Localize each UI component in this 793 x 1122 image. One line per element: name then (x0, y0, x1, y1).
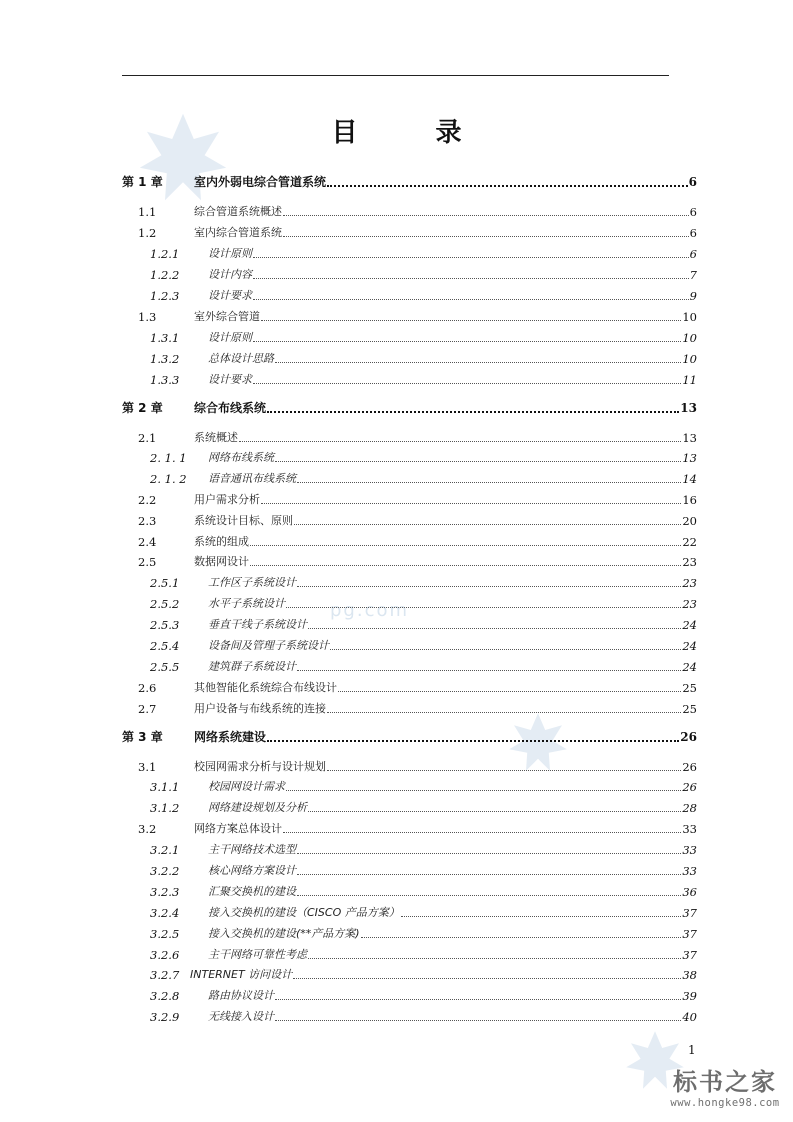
toc-entry-page: 37 (682, 927, 697, 941)
toc-entry-label: 接入交换机的建设(**产品方案) (208, 927, 360, 940)
toc-subsection-entry[interactable] (122, 348, 697, 366)
header-rule (122, 75, 669, 76)
toc-dot-leader (253, 257, 689, 258)
toc-subsection-entry[interactable] (122, 593, 697, 611)
toc-dot-leader (327, 712, 681, 713)
toc-entry-label: 汇聚交换机的建设 (208, 885, 296, 898)
toc-entry-label: 核心网络方案设计 (208, 864, 296, 877)
toc-entry-page: 24 (682, 660, 697, 674)
toc-section-entry[interactable] (122, 756, 697, 774)
toc-dot-leader (275, 362, 681, 363)
toc-entry-number: 2.7 (138, 702, 157, 716)
toc-subsection-entry[interactable] (122, 327, 697, 345)
toc-entry-page: 39 (682, 989, 697, 1003)
toc-chapter-entry[interactable] (122, 171, 697, 189)
toc-entry-number: 3.2.7 (150, 968, 180, 982)
toc-entry-label: 设计内容 (208, 268, 252, 281)
toc-entry-label: 网络方案总体设计 (194, 822, 282, 835)
toc-entry-label: 系统概述 (194, 431, 238, 444)
toc-dot-leader (261, 320, 681, 321)
toc-entry-page: 14 (682, 472, 697, 486)
toc-entry-number: 1.2.1 (150, 247, 180, 261)
toc-entry-number: 2.5.1 (150, 576, 180, 590)
toc-subsection-entry[interactable] (122, 285, 697, 303)
toc-entry-label: 系统设计目标、原则 (194, 514, 293, 527)
toc-entry-number: 1.1 (138, 205, 157, 219)
toc-dot-leader (253, 383, 681, 384)
toc-entry-page: 13 (680, 401, 697, 415)
toc-dot-leader (327, 185, 688, 187)
toc-entry-number: 3.2.2 (150, 864, 180, 878)
toc-entry-page: 22 (682, 535, 697, 549)
toc-entry-label: 其他智能化系统综合布线设计 (194, 681, 337, 694)
toc-dot-leader (297, 586, 681, 587)
toc-entry-label: 用户需求分析 (194, 493, 260, 506)
toc-dot-leader (330, 649, 681, 650)
toc-section-entry[interactable] (122, 510, 697, 528)
toc-entry-page: 33 (682, 864, 697, 878)
toc-entry-label: 语音通讯布线系统 (208, 472, 296, 485)
toc-entry-page: 10 (682, 352, 697, 366)
toc-entry-label: 数据网设计 (194, 555, 249, 568)
toc-dot-leader (297, 670, 681, 671)
toc-entry-page: 33 (682, 822, 697, 836)
toc-subsection-entry[interactable] (122, 572, 697, 590)
toc-entry-number: 3.1.1 (150, 780, 180, 794)
toc-dot-leader (327, 770, 681, 771)
toc-entry-page: 6 (689, 247, 697, 261)
toc-subsection-entry[interactable] (122, 468, 697, 486)
toc-entry-page: 13 (682, 431, 697, 445)
toc-entry-number: 3.2.4 (150, 906, 180, 920)
toc-entry-label: 设计要求 (208, 289, 252, 302)
toc-entry-label: 网络系统建设 (194, 730, 267, 744)
toc-entry-label: 无线接入设计 (208, 1010, 274, 1023)
toc-entry-label: 校园网需求分析与设计规划 (194, 760, 326, 773)
toc-dot-leader (239, 441, 681, 442)
toc-entry-number: 2.2 (138, 493, 157, 507)
toc-entry-label: 主干网络可靠性考虑 (208, 948, 307, 961)
toc-subsection-entry[interactable] (122, 797, 697, 815)
toc-entry-page: 26 (682, 780, 697, 794)
toc-dot-leader (401, 916, 682, 917)
toc-dot-leader (283, 832, 681, 833)
toc-section-entry[interactable] (122, 201, 697, 219)
toc-section-entry[interactable] (122, 489, 697, 507)
toc-subsection-entry[interactable] (122, 839, 697, 857)
toc-dot-leader (253, 278, 689, 279)
toc-entry-page: 20 (682, 514, 697, 528)
page-number: 1 (688, 1043, 696, 1057)
toc-dot-leader (286, 607, 681, 608)
toc-entry-page: 6 (688, 175, 697, 189)
toc-entry-number: 2.5 (138, 555, 157, 569)
toc-entry-number: 3.1 (138, 760, 157, 774)
toc-entry-label: 设备间及管理子系统设计 (208, 639, 329, 652)
watermark-faint-text: pg.com (330, 600, 410, 621)
toc-dot-leader (261, 503, 681, 504)
toc-entry-number: 2. 1. 2 (150, 472, 187, 486)
toc-entry-number: 2. 1. 1 (150, 451, 187, 465)
toc-dot-leader (361, 937, 682, 938)
toc-entry-page: 38 (682, 968, 697, 982)
toc-entry-number: 2.1 (138, 431, 157, 445)
toc-entry-page: 26 (682, 760, 697, 774)
toc-dot-leader (308, 958, 681, 959)
toc-entry-number: 1.3.1 (150, 331, 180, 345)
toc-dot-leader (253, 341, 681, 342)
toc-section-entry[interactable] (122, 818, 697, 836)
toc-entry-page: 40 (682, 1010, 697, 1024)
toc-dot-leader (250, 565, 681, 566)
toc-entry-label: 综合管道系统概述 (194, 205, 282, 218)
toc-subsection-entry[interactable] (122, 944, 697, 962)
toc-entry-label: 工作区子系统设计 (208, 576, 296, 589)
toc-dot-leader (308, 811, 681, 812)
toc-entry-label: INTERNET 访问设计 (190, 968, 293, 981)
toc-subsection-entry[interactable] (122, 902, 697, 920)
toc-entry-number: 3.2 (138, 822, 157, 836)
toc-entry-label: 建筑群子系统设计 (208, 660, 296, 673)
toc-section-entry[interactable] (122, 698, 697, 716)
toc-entry-label: 校园网设计需求 (208, 780, 285, 793)
toc-subsection-entry[interactable] (122, 964, 697, 982)
toc-dot-leader (297, 853, 681, 854)
toc-subsection-entry[interactable] (122, 860, 697, 878)
toc-entry-page: 33 (682, 843, 697, 857)
toc-entry-page: 16 (682, 493, 697, 507)
toc-entry-number: 2.5.5 (150, 660, 180, 674)
toc-entry-number: 3.2.6 (150, 948, 180, 962)
toc-entry-page: 36 (682, 885, 697, 899)
toc-entry-number: 2.4 (138, 535, 157, 549)
toc-entry-number: 2.6 (138, 681, 157, 695)
toc-section-entry[interactable] (122, 427, 697, 445)
toc-entry-page: 25 (682, 702, 697, 716)
toc-entry-page: 37 (682, 906, 697, 920)
toc-entry-label: 室内外弱电综合管道系统 (194, 175, 327, 189)
toc-entry-page: 11 (682, 373, 697, 387)
toc-entry-page: 24 (682, 639, 697, 653)
toc-entry-page: 9 (689, 289, 697, 303)
toc-section-entry[interactable] (122, 306, 697, 324)
toc-dot-leader (267, 740, 679, 742)
toc-entry-number: 3.2.9 (150, 1010, 180, 1024)
toc-subsection-entry[interactable] (122, 923, 697, 941)
toc-entry-page: 6 (689, 205, 697, 219)
toc-subsection-entry[interactable] (122, 1006, 697, 1024)
toc-entry-label: 网络建设规划及分析 (208, 801, 307, 814)
toc-entry-page: 10 (682, 331, 697, 345)
toc-entry-page: 23 (682, 555, 697, 569)
toc-entry-page: 13 (682, 451, 697, 465)
toc-entry-label: 室内综合管道系统 (194, 226, 282, 239)
toc-entry-page: 26 (680, 730, 697, 744)
toc-entry-number: 2.5.3 (150, 618, 180, 632)
toc-subsection-entry[interactable] (122, 985, 697, 1003)
toc-entry-page: 23 (682, 597, 697, 611)
toc-entry-label: 室外综合管道 (194, 310, 260, 323)
toc-entry-label: 垂直干线子系统设计 (208, 618, 307, 631)
toc-dot-leader (297, 482, 681, 483)
toc-subsection-entry[interactable] (122, 264, 697, 282)
toc-dot-leader (267, 411, 679, 413)
toc-subsection-entry[interactable] (122, 776, 697, 794)
toc-entry-page: 6 (689, 226, 697, 240)
toc-entry-label: 系统的组成 (194, 535, 249, 548)
toc-dot-leader (338, 691, 681, 692)
toc-chapter-entry[interactable] (122, 726, 697, 744)
toc-dot-leader (297, 895, 681, 896)
toc-entry-label: 主干网络技术选型 (208, 843, 296, 856)
brand-watermark (660, 1068, 790, 1110)
toc-entry-page: 10 (682, 310, 697, 324)
toc-section-entry[interactable] (122, 222, 697, 240)
page-title: 目 录 (331, 118, 488, 148)
toc-dot-leader (283, 236, 689, 237)
toc-entry-number: 3.2.8 (150, 989, 180, 1003)
toc-entry-label: 总体设计思路 (208, 352, 274, 365)
toc-section-entry[interactable] (122, 531, 697, 549)
toc-entry-number: 2.5.2 (150, 597, 180, 611)
brand-url: www.hongke98.com (670, 1097, 780, 1109)
toc-dot-leader (283, 215, 689, 216)
toc-subsection-entry[interactable] (122, 447, 697, 465)
toc-entry-page: 25 (682, 681, 697, 695)
toc-dot-leader (250, 545, 681, 546)
toc-entry-number: 2.5.4 (150, 639, 180, 653)
toc-dot-leader (297, 874, 681, 875)
toc-entry-page: 7 (689, 268, 697, 282)
toc-entry-label: 水平子系统设计 (208, 597, 285, 610)
toc-entry-number: 1.2 (138, 226, 157, 240)
toc-entry-page: 28 (682, 801, 697, 815)
toc-entry-number: 1.3 (138, 310, 157, 324)
toc-dot-leader (275, 999, 681, 1000)
toc-entry-number: 3.2.5 (150, 927, 180, 941)
toc-entry-number: 3.1.2 (150, 801, 180, 815)
toc-entry-label: 接入交换机的建设（CISCO 产品方案） (208, 906, 400, 919)
toc-subsection-entry[interactable] (122, 881, 697, 899)
toc-entry-label: 设计原则 (208, 331, 252, 344)
toc-dot-leader (293, 978, 681, 979)
toc-entry-number: 2.3 (138, 514, 157, 528)
toc-entry-number: 第 2 章 (122, 401, 163, 415)
toc-subsection-entry[interactable] (122, 656, 697, 674)
toc-entry-page: 37 (682, 948, 697, 962)
toc-entry-number: 第 1 章 (122, 175, 163, 189)
toc-entry-label: 路由协议设计 (208, 989, 274, 1002)
toc-entry-label: 设计原则 (208, 247, 252, 260)
toc-entry-label: 网络布线系统 (208, 451, 274, 464)
toc-entry-number: 3.2.3 (150, 885, 180, 899)
toc-entry-label: 用户设备与布线系统的连接 (194, 702, 326, 715)
toc-entry-label: 设计要求 (208, 373, 252, 386)
toc-dot-leader (308, 628, 681, 629)
toc-entry-number: 1.2.2 (150, 268, 180, 282)
toc-entry-number: 1.3.2 (150, 352, 180, 366)
toc-subsection-entry[interactable] (122, 369, 697, 387)
toc-subsection-entry[interactable] (122, 243, 697, 261)
toc-dot-leader (275, 461, 681, 462)
toc-section-entry[interactable] (122, 551, 697, 569)
toc-section-entry[interactable] (122, 677, 697, 695)
toc-dot-leader (294, 524, 681, 525)
toc-entry-label: 综合布线系统 (194, 401, 267, 415)
toc-entry-page: 23 (682, 576, 697, 590)
toc-dot-leader (275, 1020, 681, 1021)
toc-entry-number: 3.2.1 (150, 843, 180, 857)
toc-subsection-entry[interactable] (122, 614, 697, 632)
brand-name: 标书之家 (673, 1068, 777, 1096)
toc-entry-page: 24 (682, 618, 697, 632)
toc-entry-number: 1.3.3 (150, 373, 180, 387)
toc-entry-number: 1.2.3 (150, 289, 180, 303)
toc-dot-leader (286, 790, 681, 791)
toc-entry-number: 第 3 章 (122, 730, 163, 744)
toc-chapter-entry[interactable] (122, 397, 697, 415)
toc-dot-leader (253, 299, 689, 300)
toc-subsection-entry[interactable] (122, 635, 697, 653)
